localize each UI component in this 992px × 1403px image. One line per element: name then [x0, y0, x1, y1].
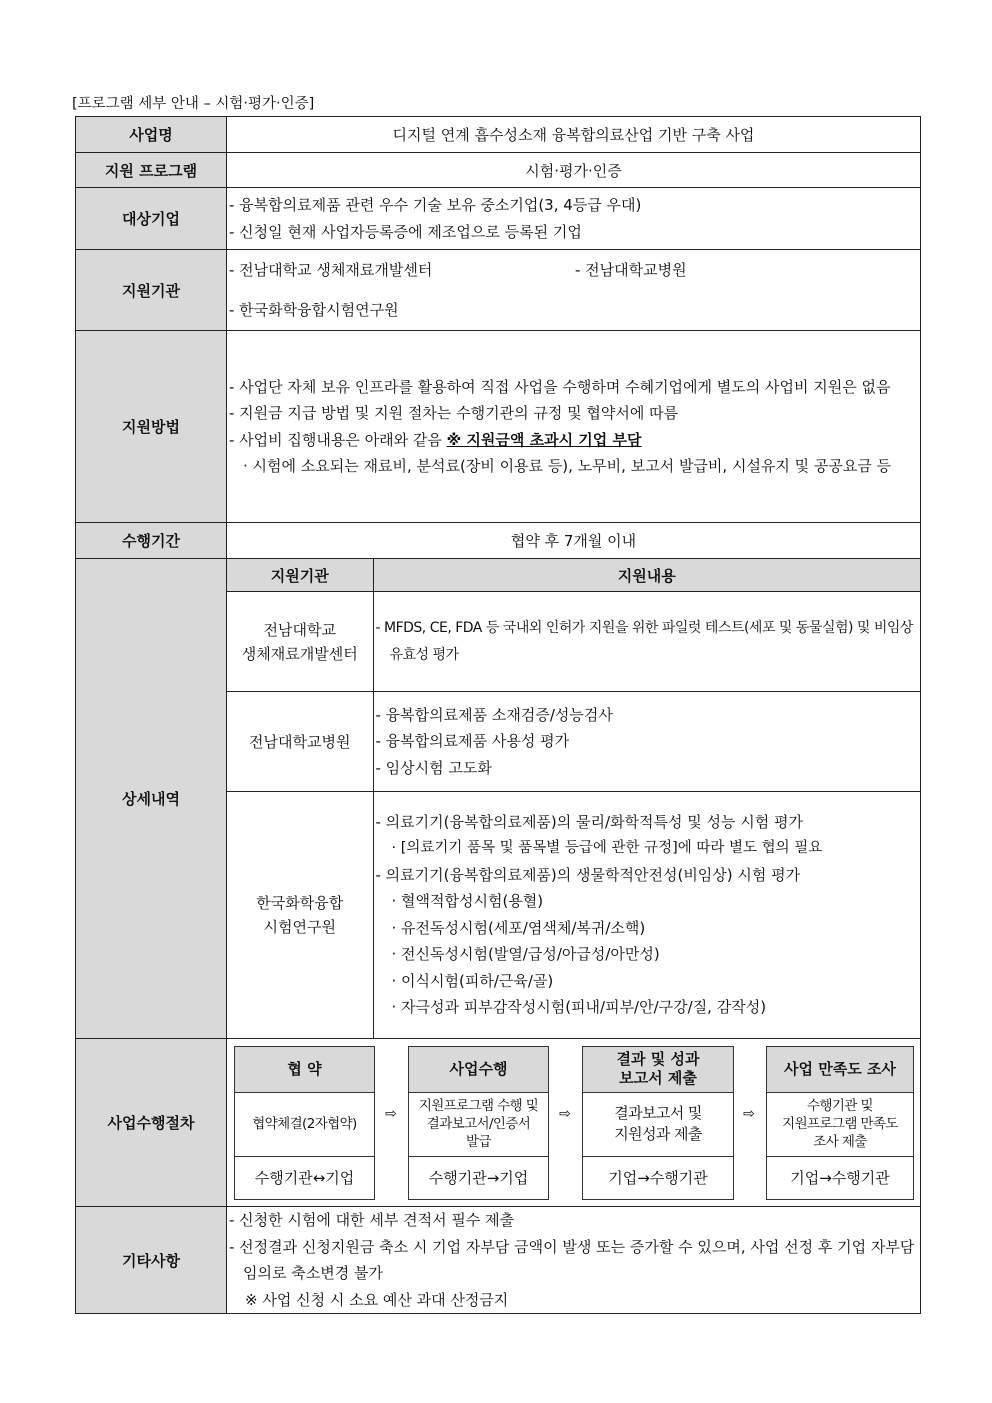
etc-item: - 선정결과 신청지원금 축소 시 기업 자부담 금액이 발생 또는 증가할 수 있으며, 사업 선정 후 기업 자부담 임의로 축소변경 불가 [229, 1237, 915, 1282]
method-content [227, 331, 921, 523]
procedure-step-agreement [234, 1046, 375, 1200]
row-label-target: 대상기업 [76, 188, 227, 250]
business-name-value: 디지털 연계 흡수성소재 융복합의료산업 기반 구축 사업 [227, 117, 921, 153]
method-item: - 지원금 지급 방법 및 지원 절차는 수행기관의 규정 및 협약서에 따름 [229, 404, 679, 422]
target-item: - 신청일 현재 사업자등록증에 제조업으로 등록된 기업 [229, 222, 582, 241]
right-arrow-icon: ⇨ [385, 1105, 397, 1122]
agency-item: - 전남대학교 생체재료개발센터 [229, 260, 433, 279]
details-header-content: 지원내용 [373, 559, 920, 592]
details-subitem: · [의료기기 품목 및 품목별 등급에 관한 규정]에 따라 별도 협의 필요 [391, 840, 823, 857]
details-org-name: 한국화학융합 시험연구원 [227, 792, 373, 1038]
method-item-text: - 사업비 집행내용은 아래와 같음 [229, 430, 447, 449]
period-value: 협약 후 7개월 이내 [227, 523, 921, 559]
details-item: - MFDS, CE, FDA 등 국내외 인허가 지원을 위한 파일럿 테스트(세포 및 동물실험) 및 비임상 유효성 평가 [375, 620, 913, 663]
row-label-etc: 기타사항 [76, 1207, 227, 1314]
step-flow: 수행기관→기업 [428, 1169, 529, 1187]
step-body: 수행기관 및 지원프로그램 만족도 조사 제출 [767, 1093, 913, 1157]
row-label-program: 지원 프로그램 [76, 153, 227, 188]
step-title: 결과 및 성과 보고서 제출 [583, 1047, 733, 1093]
details-subitem: · 자극성과 피부감작성시험(피내/피부/안/구강/질, 감작성) [391, 998, 767, 1017]
page-caption: [프로그램 세부 안내 – 시험‧평가‧인증] [72, 96, 315, 112]
details-item: - 의료기기(융복합의료제품)의 물리/화학적특성 및 성능 시험 평가 [375, 812, 804, 831]
details-org-content [373, 792, 920, 1038]
step-body: 지원프로그램 수행 및 결과보고서/인증서 발급 [409, 1093, 548, 1157]
method-cost-note: ※ 지원금액 초과시 기업 부담 [446, 430, 642, 449]
details-item: - 융복합의료제품 소재검증/성능검사 [375, 705, 613, 724]
row-label-agency: 지원기관 [76, 250, 227, 331]
step-flow: 기업→수행기관 [608, 1169, 708, 1187]
procedure-flow [227, 1040, 920, 1206]
procedure-step-report [582, 1046, 734, 1200]
right-arrow-icon: ⇨ [743, 1105, 755, 1122]
details-subitem: · 이식시험(피하/근육/골) [391, 971, 554, 990]
details-item: - 의료기기(융복합의료제품)의 생물학적안전성(비임상) 시험 평가 [375, 865, 801, 884]
method-subitem: · 시험에 소요되는 재료비, 분석료(장비 이용료 등), 노무비, 보고서 발급비, 시설유지 및 공공요금 등 [243, 457, 892, 475]
procedure-step-survey [766, 1046, 914, 1200]
step-body: 결과보고서 및 지원성과 제출 [583, 1093, 733, 1157]
details-item: - 융복합의료제품 사용성 평가 [375, 732, 570, 751]
details-table [227, 559, 920, 1038]
method-item [227, 427, 916, 454]
details-subitem: · 혈액적합성시험(용혈) [391, 892, 544, 911]
details-subitem: · 유전독성시험(세포/염색체/복귀/소핵) [391, 918, 646, 937]
etc-item: - 신청한 시험에 대한 세부 견적서 필수 제출 [229, 1211, 515, 1229]
target-content [227, 188, 921, 250]
agency-content [227, 250, 921, 331]
details-subitem: · 전신독성시험(발열/급성/아급성/아만성) [391, 945, 660, 964]
etc-content [227, 1207, 921, 1314]
method-item: - 사업단 자체 보유 인프라를 활용하여 직접 사업을 수행하며 수혜기업에게 별도의 사업비 지원은 없음 [229, 377, 891, 396]
row-label-business-name: 사업명 [76, 117, 227, 153]
details-content [227, 559, 921, 1039]
etc-note: ※ 사업 신청 시 소요 예산 과대 산정금지 [245, 1290, 509, 1309]
procedure-step-execution [408, 1046, 549, 1200]
details-org-name: 전남대학교 생체재료개발센터 [227, 592, 373, 692]
details-item: - 임상시험 고도화 [375, 758, 492, 777]
details-org-name: 전남대학교병원 [227, 692, 373, 792]
program-value: 시험‧평가‧인증 [227, 153, 921, 188]
step-flow: 수행기관↔기업 [254, 1169, 355, 1187]
row-label-period: 수행기간 [76, 523, 227, 559]
right-arrow-icon: ⇨ [559, 1105, 571, 1122]
step-title: 사업수행 [409, 1047, 548, 1093]
program-detail-table [75, 116, 921, 1314]
agency-item: - 전남대학교병원 [575, 260, 687, 279]
procedure-content [227, 1039, 921, 1207]
step-title: 협 약 [235, 1047, 374, 1093]
details-org-content [373, 692, 920, 792]
target-item: - 융복합의료제품 관련 우수 기술 보유 중소기업(3, 4등급 우대) [229, 196, 642, 214]
agency-item: - 한국화학융합시험연구원 [229, 301, 399, 319]
row-label-procedure: 사업수행절차 [76, 1039, 227, 1207]
row-label-method: 지원방법 [76, 331, 227, 523]
step-title: 사업 만족도 조사 [767, 1047, 913, 1093]
step-body: 협약체결(2자협약) [235, 1093, 374, 1157]
row-label-details: 상세내역 [76, 559, 227, 1039]
step-flow: 기업→수행기관 [790, 1169, 890, 1187]
details-org-content [373, 592, 920, 692]
details-header-org: 지원기관 [227, 559, 373, 592]
